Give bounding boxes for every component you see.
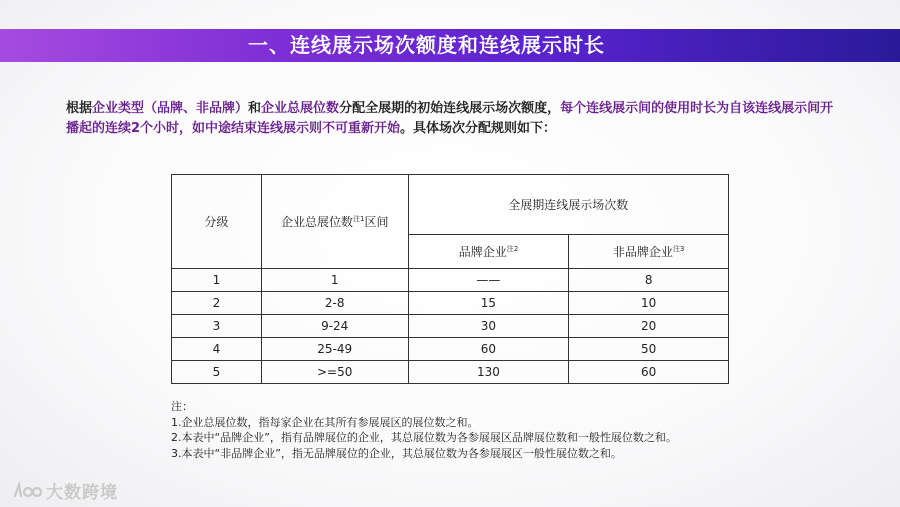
note-item: 3.本表中“非品牌企业”，指无品牌展位的企业，其总展位数为各参展展区一般性展位数之和。 [171,446,622,460]
cell-level: 1 [172,269,262,292]
page-title: 一、连线展示场次额度和连线展示时长 [248,33,605,57]
cell-range: 2-8 [261,292,408,315]
table-row [172,361,729,384]
intro-highlight-duration: 每个连线展示间的使用时长为自该连线展示间开播起的连续2个小时，如中途结束连线展示则不可重新开始 [66,101,834,136]
header-sessions: 全展期连线展示场次数 [408,175,728,235]
intro-paragraph [66,99,836,139]
cell-brand: 15 [408,292,569,315]
table-row [172,292,729,315]
header-booth-range: 企业总展位数$^{注1}$区间 [261,175,408,269]
footnotes [171,399,677,461]
note-marker: 注3 [672,245,685,253]
cell-level: 3 [172,315,262,338]
table-row [172,315,729,338]
table-row [172,338,729,361]
table-row [172,269,729,292]
cell-nonbrand: 10 [569,292,729,315]
intro-text: 分配全展期的初始连线展示场次额度， [339,101,561,116]
note-item: 1.企业总展位数，指每家企业在其所有参展展区的展位数之和。 [171,415,479,429]
cell-brand: —— [408,269,569,292]
cell-range: >=50 [261,361,408,384]
intro-text: 和 [248,101,262,116]
cell-level: 5 [172,361,262,384]
title-banner [0,29,900,62]
cell-range: 25-49 [261,338,408,361]
watermark-text: 大数跨境 [46,483,118,503]
cell-nonbrand: 8 [569,269,729,292]
header-nonbrand: 非品牌企业$^{注3}$ [569,235,729,269]
intro-text: 。具体场次分配规则如下： [400,121,557,136]
intro-highlight-booth-count: 企业总展位数 [261,101,340,116]
cell-nonbrand: 60 [569,361,729,384]
cell-nonbrand: 20 [569,315,729,338]
cell-brand: 30 [408,315,569,338]
header-brand: 品牌企业$^{注2}$ [408,235,569,269]
cell-range: 9-24 [261,315,408,338]
note-marker: 注1 [352,215,365,223]
note-marker: 注2 [506,245,519,253]
cell-level: 2 [172,292,262,315]
watermark-logo [12,478,118,503]
header-level: 分级 [172,175,262,269]
intro-text: 根据 [66,101,93,116]
table-header-row [172,175,729,235]
dashuju-logo-icon [12,481,42,501]
cell-brand: 130 [408,361,569,384]
cell-range: 1 [261,269,408,292]
intro-highlight-company-type: 企业类型（品牌、非品牌） [92,101,249,116]
cell-nonbrand: 50 [569,338,729,361]
note-item: 2.本表中“品牌企业”，指有品牌展位的企业，其总展位数为各参展展区品牌展位数和一般性展位数之和。 [171,431,677,444]
allocation-table [171,174,729,384]
notes-title: 注： [171,400,193,413]
cell-level: 4 [172,338,262,361]
cell-brand: 60 [408,338,569,361]
